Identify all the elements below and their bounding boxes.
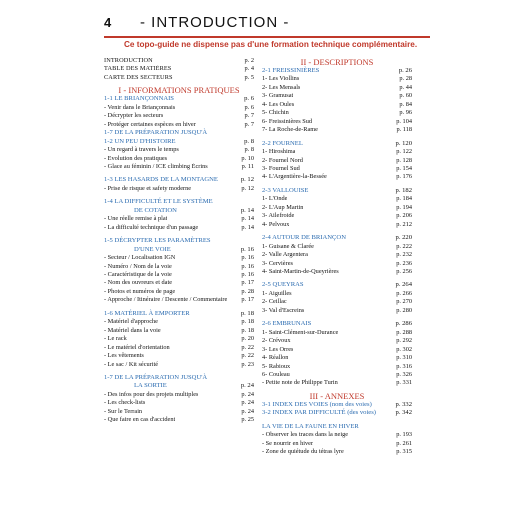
toc-entry-label: - Nom des ouvreurs et date [104, 279, 173, 287]
toc-entry[interactable] [104, 254, 254, 262]
toc-entry-page: p. 256 [396, 267, 412, 275]
toc-entry-label: 6- Freissinières Sud [262, 117, 313, 125]
toc-entry[interactable] [104, 327, 254, 335]
toc-entry[interactable] [104, 296, 254, 304]
toc-entry[interactable] [104, 352, 254, 360]
toc-entry[interactable] [262, 251, 412, 259]
toc-entry-label: - Des infos pour des projets multiples [104, 390, 199, 398]
toc-entry[interactable] [104, 271, 254, 279]
toc-entry-page: p. 96 [399, 109, 412, 117]
toc-entry-page: p. 118 [396, 126, 412, 134]
toc-entry-page: p. 8 [244, 146, 254, 154]
toc-entry-page: p. 23 [241, 360, 254, 368]
toc-entry[interactable] [262, 101, 412, 109]
toc-entry-label: - Matériel dans la voie [104, 326, 161, 334]
subsection-heading[interactable]: DE COTATION p. 14 [134, 206, 254, 214]
toc-entry-page: p. 18 [241, 326, 254, 334]
toc-entry-page: p. 232 [396, 251, 412, 259]
toc-entry-label: - Observer les traces dans la neige [262, 431, 349, 439]
page-title: - INTRODUCTION - [140, 14, 290, 31]
toc-entry-page: p. 194 [396, 203, 412, 211]
toc-entry-page: p. 128 [396, 156, 412, 164]
toc-entry[interactable] [262, 431, 412, 439]
toc-entry[interactable] [104, 104, 254, 112]
toc-entry-label: - Venir dans le Briançonnais [104, 103, 176, 111]
page-number: 4 [104, 15, 112, 30]
toc-entry[interactable] [262, 118, 412, 126]
toc-entry-page: p. 12 [241, 184, 254, 192]
toc-entry[interactable] [104, 185, 254, 193]
toc-entry[interactable] [104, 155, 254, 163]
toc-entry-label: - Numéro / Nom de la voie [104, 262, 172, 270]
toc-entry-label: 4- Les Oules [262, 100, 295, 108]
toc-entry-page: p. 20 [241, 335, 254, 343]
toc-entry[interactable] [104, 215, 254, 223]
toc-entry-label: 1- Aiguilles [262, 289, 292, 297]
toc-entry[interactable] [262, 354, 412, 362]
toc-entry-page: p. 16 [241, 262, 254, 270]
toc-entry[interactable] [262, 157, 412, 165]
toc-entry-page: p. 16 [241, 254, 254, 262]
toc-entry-page: p. 14 [241, 223, 254, 231]
toc-entry-page: p. 22 [241, 343, 254, 351]
subsection-heading[interactable]: 2-5 QUEYRAS p. 264 [262, 281, 412, 289]
toc-entry-page: p. 24 [241, 399, 254, 407]
toc-entry[interactable] [262, 290, 412, 298]
toc-entry-page: p. 17 [241, 279, 254, 287]
toc-entry[interactable] [262, 173, 412, 181]
subsection-heading[interactable]: 2-4 AUTOUR DE BRIANÇON p. 220 [262, 234, 412, 242]
toc-entry[interactable] [104, 121, 254, 129]
toc-entry-page: p. 310 [396, 354, 412, 362]
toc-entry[interactable] [104, 318, 254, 326]
toc-entry-page: p. 206 [396, 212, 412, 220]
toc-entry-label: 2- L'Aup Martin [262, 203, 304, 211]
disclaimer: Ce topo-guide ne dispense pas d'une formation technique complémentaire. [124, 40, 418, 49]
toc-entry-label: - Protéger certaines espèces en hiver [104, 120, 196, 128]
toc-entry[interactable] [104, 344, 254, 352]
toc-entry-page: p. 28 [399, 75, 412, 83]
toc-entry-page: p. 60 [399, 92, 412, 100]
toc-entry[interactable] [104, 163, 254, 171]
toc-entry[interactable] [104, 279, 254, 287]
toc-entry-page: p. 331 [396, 379, 412, 387]
toc-entry-label: 2- Fournel Nord [262, 156, 303, 164]
toc-entry-label: 2- Les Mensals [262, 83, 301, 91]
toc-entry[interactable] [262, 371, 412, 379]
toc-entry[interactable] [262, 260, 412, 268]
toc-entry-page: p. 7 [244, 120, 254, 128]
toc-entry[interactable] [104, 391, 254, 399]
toc-entry-label: - Le sac / Kit sécurité [104, 360, 159, 368]
toc-entry-label: 4- Réallon [262, 354, 289, 362]
toc-entry[interactable] [262, 329, 412, 337]
toc-entry[interactable] [262, 204, 412, 212]
toc-entry-label: - Un regard à travers le temps [104, 146, 179, 154]
toc-entry[interactable] [262, 363, 412, 371]
toc-entry[interactable] [262, 109, 412, 117]
subsection-heading: 1-4 LA DIFFICULTÉ ET LE SYSTÈME [104, 198, 213, 206]
toc-entry-page: p. 18 [241, 318, 254, 326]
toc-entry[interactable] [104, 57, 254, 65]
subsection-heading[interactable]: 2-1 FREISSINIÈRES p. 26 [262, 67, 412, 74]
toc-entry[interactable] [262, 379, 412, 387]
toc-entry-label: - Caractéristique de la voie [104, 270, 172, 278]
toc-entry-label: - Le matériel d'orientation [104, 343, 170, 351]
toc-entry-page: p. 22 [241, 352, 254, 360]
subsection-heading: 1-7 DE LA PRÉPARATION JUSQU'À [104, 129, 208, 137]
toc-entry-label: - Matériel d'approche [104, 318, 158, 326]
toc-entry-label: 3- Val d'Escreins [262, 306, 305, 314]
subsection-heading[interactable]: LA SORTIE p. 24 [134, 382, 254, 390]
toc-entry-page: p. 154 [396, 164, 412, 172]
toc-entry-page: p. 236 [396, 259, 412, 267]
index-link[interactable]: 3-2 INDEX PAR DIFFICULTÉ (des voies) p. 342 [262, 409, 412, 417]
toc-entry-label: CARTE DES SECTEURS [104, 73, 173, 81]
toc-entry-page: p. 7 [244, 112, 254, 120]
toc-entry[interactable] [262, 195, 412, 203]
toc-entry-label: 4- Saint-Martin-de-Queyrières [262, 267, 339, 275]
toc-entry[interactable] [104, 288, 254, 296]
toc-entry-label: - Prise de risque et safety moderne [104, 184, 192, 192]
toc-entry[interactable] [104, 65, 254, 73]
toc-entry-page: p. 10 [241, 154, 254, 162]
toc-entry[interactable] [104, 399, 254, 407]
toc-entry-label: 1- L'Onde [262, 195, 288, 203]
section-heading: I - INFORMATIONS PRATIQUES [118, 85, 240, 96]
toc-entry[interactable] [262, 84, 412, 92]
page-header [104, 12, 430, 38]
toc-entry-label: 5- Rabioux [262, 362, 291, 370]
toc-entry-page: p. 24 [241, 407, 254, 415]
toc-entry-label: - Glace au féminin / ICE climbing Écrins [104, 162, 208, 170]
subsection-heading: 1-7 DE LA PRÉPARATION JUSQU'À [104, 373, 208, 381]
toc-entry[interactable] [104, 416, 254, 424]
toc-entry-page: p. 16 [241, 270, 254, 278]
toc-entry-page: p. 315 [396, 448, 412, 456]
toc-entry-label: 7- La Roche-de-Rame [262, 126, 318, 134]
toc-entry-page: p. 4 [244, 65, 254, 73]
toc-entry[interactable] [262, 298, 412, 306]
toc-entry-label: - Décrypter les secteurs [104, 112, 164, 120]
toc-entry[interactable] [262, 212, 412, 220]
toc-entry-page: p. 302 [396, 345, 412, 353]
toc-entry-label: - Que faire en cas d'accident [104, 416, 176, 424]
toc-entry-label: - Evolution des pratiques [104, 154, 168, 162]
toc-entry-label: - Photos et numéros de page [104, 287, 176, 295]
toc-entry-page: p. 292 [396, 337, 412, 345]
toc-entry-label: - La difficulté technique d'un passage [104, 223, 199, 231]
toc-entry-label: - Le rack [104, 335, 127, 343]
toc-entry[interactable] [104, 408, 254, 416]
toc-entry[interactable] [262, 307, 412, 315]
toc-entry-page: p. 266 [396, 289, 412, 297]
subsection-heading[interactable]: 2-2 FOURNEL p. 120 [262, 139, 412, 147]
toc-entry[interactable] [104, 335, 254, 343]
subsection-heading[interactable]: 2-6 EMBRUNAIS p. 286 [262, 320, 412, 328]
toc-entry[interactable] [104, 224, 254, 232]
toc-entry-label: TABLE DES MATIÈRES [104, 65, 172, 73]
subsection-heading: LA VIE DE LA FAUNE EN HIVER [262, 422, 359, 430]
toc-entry[interactable] [104, 112, 254, 120]
subsection-heading[interactable]: D'UNE VOIE p. 16 [134, 245, 254, 253]
toc-entry-page: p. 326 [396, 370, 412, 378]
toc-entry[interactable] [104, 263, 254, 271]
toc-entry-page: p. 2 [244, 57, 254, 64]
toc-entry[interactable] [262, 440, 412, 448]
toc-entry-page: p. 184 [396, 195, 412, 203]
toc-entry-label: 1- Les Viollins [262, 75, 300, 83]
toc-entry-label: - Zone de quiétude du tétras lyre [262, 448, 344, 456]
toc-entry-label: 5- Chichin [262, 109, 289, 117]
toc-entry-label: 1- Hiroshima [262, 148, 296, 156]
toc-entry-label: 6- Couleau [262, 370, 290, 378]
toc-entry-page: p. 288 [396, 328, 412, 336]
section-heading: II - DESCRIPTIONS [300, 57, 374, 67]
section-heading: III - ANNEXES [309, 390, 365, 401]
toc-entry-label: 4- L'Argentière-la-Bessée [262, 173, 327, 181]
toc-entry-page: p. 212 [396, 220, 412, 228]
toc-entry-page: p. 24 [241, 390, 254, 398]
toc-entry-label: 2- Crévoux [262, 337, 291, 345]
toc-entry-label: 2- Valle Argentera [262, 251, 308, 259]
toc-entry-label: INTRODUCTION [104, 57, 153, 64]
toc-entry-page: p. 14 [241, 215, 254, 223]
toc-entry-page: p. 25 [241, 416, 254, 424]
toc-entry[interactable] [104, 146, 254, 154]
toc-entry[interactable] [262, 92, 412, 100]
toc-right-column [262, 57, 412, 457]
toc-entry-page: p. 44 [399, 83, 412, 91]
toc-entry[interactable] [104, 74, 254, 82]
toc-entry-page: p. 222 [396, 242, 412, 250]
toc-entry[interactable] [262, 243, 412, 251]
toc-entry[interactable] [262, 448, 412, 456]
toc-entry[interactable] [262, 268, 412, 276]
toc-entry-label: 4- Pelvoux [262, 220, 290, 228]
toc-entry-label: 3- Cervières [262, 259, 293, 267]
toc-entry-label: 3- Ailefroide [262, 212, 295, 220]
toc-entry-page: p. 6 [244, 103, 254, 111]
toc-entry[interactable] [262, 165, 412, 173]
toc-entry-page: p. 193 [396, 431, 412, 439]
toc-entry-page: p. 316 [396, 362, 412, 370]
toc-entry-page: p. 17 [241, 296, 254, 304]
toc-entry-page: p. 5 [244, 73, 254, 81]
toc-entry[interactable] [104, 361, 254, 369]
toc-entry-label: 1- Guisane & Clarée [262, 242, 314, 250]
toc-entry-label: - Une réelle remise à plat [104, 215, 168, 223]
toc-entry[interactable] [262, 346, 412, 354]
toc-entry-page: p. 280 [396, 306, 412, 314]
toc-entry-label: 3- Fournel Sud [262, 164, 300, 172]
toc-left-column [104, 57, 254, 425]
toc-entry-page: p. 11 [241, 162, 254, 170]
subsection-heading[interactable]: 1-1 LE BRIANÇONNAIS p. 6 [104, 95, 254, 103]
toc-entry-page: p. 122 [396, 148, 412, 156]
toc-entry-label: 1- Saint-Clément-sur-Durance [262, 328, 339, 336]
subsection-heading[interactable]: 1-6 MATÉRIEL À EMPORTER p. 18 [104, 309, 254, 317]
toc-entry-label: 3- Gramusat [262, 92, 294, 100]
toc-entry-label: - Sur le Terrain [104, 407, 143, 415]
toc-entry[interactable] [262, 126, 412, 134]
subsection-heading: 1-5 DÉCRYPTER LES PARAMÈTRES [104, 237, 211, 245]
toc-entry-page: p. 261 [396, 439, 412, 447]
toc-entry-page: p. 104 [396, 117, 412, 125]
toc-entry-page: p. 270 [396, 298, 412, 306]
toc-entry-label: - Les vêtements [104, 352, 144, 360]
subsection-heading[interactable]: 1-3 LES HASARDS DE LA MONTAGNE p. 12 [104, 176, 254, 184]
toc-entry-label: - Les check-lists [104, 399, 146, 407]
toc-entry-label: - Petite note de Philippe Turin [262, 379, 338, 387]
toc-entry[interactable] [262, 221, 412, 229]
toc-entry-page: p. 84 [399, 100, 412, 108]
toc-entry-label: - Se nourrir en hiver [262, 439, 314, 447]
toc-entry-page: p. 28 [241, 287, 254, 295]
toc-entry-label: - Secteur / Localisation IGN [104, 254, 176, 262]
subsection-heading[interactable]: 2-3 VALLOUISE p. 182 [262, 186, 412, 194]
index-link[interactable]: 3-1 INDEX DES VOIES (nom des voies) p. 332 [262, 400, 412, 408]
toc-entry[interactable] [262, 337, 412, 345]
toc-entry-label: - Approche / Itinéraire / Descente / Commentaire [104, 296, 228, 304]
toc-entry[interactable] [262, 75, 412, 83]
toc-entry-label: 2- Ceillac [262, 298, 287, 306]
subsection-heading[interactable]: 1-2 UN PEU D'HISTOIRE p. 8 [104, 137, 254, 145]
toc-entry[interactable] [262, 148, 412, 156]
toc-entry-label: 3- Les Orres [262, 345, 294, 353]
toc-entry-page: p. 176 [396, 173, 412, 181]
